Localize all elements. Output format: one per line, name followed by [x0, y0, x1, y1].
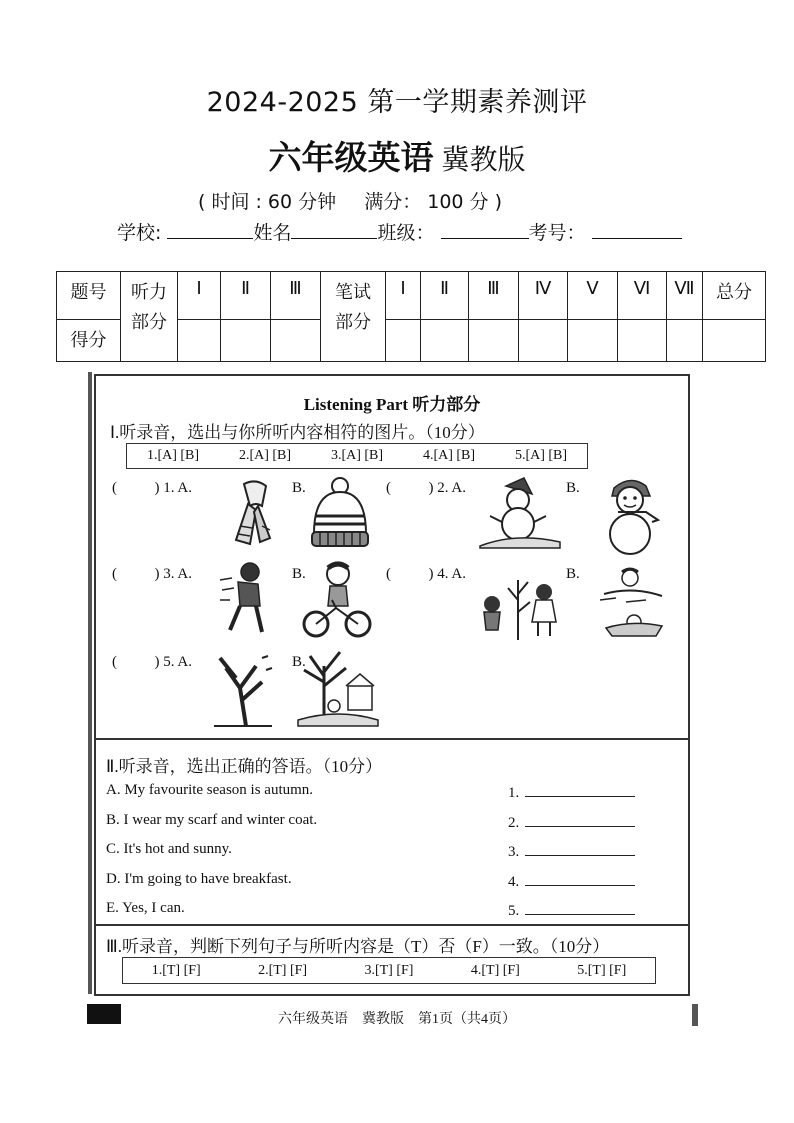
score-cell[interactable] — [703, 320, 766, 362]
snowman-melting-picture — [476, 476, 562, 552]
answer-blank[interactable] — [525, 900, 635, 915]
planting-tree-picture — [472, 560, 566, 644]
part-title: Listening Part 听力部分 — [303, 395, 481, 414]
tf-option[interactable]: 5.[T] [F] — [577, 962, 627, 978]
line-number: 1. — [508, 785, 520, 801]
listening-sheet — [94, 374, 690, 996]
question-number: 2. A. — [437, 480, 467, 496]
table-header-cell: Ⅵ — [618, 272, 667, 320]
winter-hat-picture — [306, 476, 374, 552]
option-b-label: B. — [292, 480, 306, 496]
answer-line-5[interactable] — [508, 900, 635, 920]
line-number: 2. — [508, 815, 520, 831]
answer-choice-c: C. It's hot and sunny. — [106, 841, 232, 857]
table-header-cell: I — [178, 272, 221, 320]
score-cell[interactable] — [667, 320, 703, 362]
answer-choice-a: A. My favourite season is autumn. — [106, 782, 314, 798]
answer-option[interactable]: 2.[A] [B] — [238, 448, 292, 463]
score-row-label: 得分 — [57, 320, 121, 362]
question-1 — [112, 480, 192, 497]
score-cell[interactable] — [271, 320, 321, 362]
name-field[interactable] — [291, 220, 377, 239]
question-number: 3. A. — [163, 566, 193, 582]
scarf-picture — [226, 476, 278, 548]
score-cell[interactable] — [421, 320, 469, 362]
class-field[interactable] — [441, 220, 529, 239]
question-3 — [112, 566, 192, 583]
answer-blank[interactable] — [525, 782, 635, 797]
time-info — [198, 187, 524, 214]
line-number: 4. — [508, 874, 520, 890]
answer-blank[interactable] — [525, 812, 635, 827]
section-3-title: Ⅲ.听录音，判断下列句子与所听内容是（T）否（F）一致。（10分） — [106, 937, 610, 956]
answer-option[interactable]: 3.[A] [B] — [330, 448, 384, 463]
table-header-cell: Ⅱ — [221, 272, 271, 320]
school-field[interactable] — [167, 220, 253, 239]
section-1-answer-box — [126, 443, 588, 469]
exam-subtitle — [0, 132, 794, 179]
snowman-picture — [596, 474, 666, 556]
answer-bracket[interactable]: ( ) — [386, 480, 434, 496]
tree-in-wind-picture — [206, 648, 278, 730]
table-header-cell — [121, 272, 178, 362]
scan-edge — [88, 372, 92, 994]
table-header-cell: Ⅲ — [469, 272, 519, 320]
table-header-cell — [321, 272, 386, 362]
full-score-label: 满分： 100 分 ) — [364, 191, 502, 213]
option-b-label: B. — [566, 566, 580, 582]
answer-option[interactable]: 4.[A] [B] — [422, 448, 476, 463]
erased-area — [614, 376, 688, 468]
question-2 — [386, 480, 466, 497]
listening-part-label: 听力部分 — [131, 282, 167, 333]
exam-no-field[interactable] — [592, 220, 682, 239]
answer-line-1[interactable] — [508, 782, 635, 802]
boy-on-bike-picture — [302, 560, 372, 642]
line-number: 5. — [508, 903, 520, 919]
answer-choice-d: D. I'm going to have breakfast. — [106, 871, 292, 887]
section-1-title: Ⅰ.听录音，选出与你所听内容相符的图片。（10分） — [110, 423, 485, 442]
question-number: 1. A. — [163, 480, 193, 496]
section-divider — [96, 738, 688, 740]
table-header-cell: I — [386, 272, 421, 320]
section-divider — [96, 924, 688, 926]
score-table — [56, 271, 766, 362]
name-label: 姓名 — [253, 222, 292, 244]
answer-option[interactable]: 1.[A] [B] — [146, 448, 200, 463]
time-label: ( 时间 : 60 分钟 — [198, 191, 337, 213]
question-5 — [112, 654, 192, 671]
score-cell[interactable] — [618, 320, 667, 362]
question-number: 4. A. — [437, 566, 467, 582]
section-3-answer-box — [122, 957, 656, 984]
class-label: 班级： — [377, 222, 435, 244]
tf-option[interactable]: 4.[T] [F] — [470, 962, 520, 978]
exam-title: 2024-2025 第一学期素养测评 — [206, 87, 588, 118]
answer-bracket[interactable]: ( ) — [112, 566, 160, 582]
answer-option[interactable]: 5.[A] [B] — [514, 448, 568, 463]
person-in-wind-picture — [218, 560, 272, 640]
answer-line-3[interactable] — [508, 841, 635, 861]
question-4 — [386, 566, 466, 583]
line-number: 3. — [508, 844, 520, 860]
option-b-label: B. — [292, 654, 306, 670]
scan-mark-right — [692, 1004, 698, 1026]
question-number: 5. A. — [163, 654, 193, 670]
score-cell[interactable] — [519, 320, 568, 362]
exam-no-label: 考号： — [528, 222, 586, 244]
score-cell[interactable] — [469, 320, 519, 362]
tf-option[interactable]: 1.[T] [F] — [151, 962, 201, 978]
answer-choice-e: E. Yes, I can. — [106, 900, 185, 916]
table-header-cell: V — [568, 272, 618, 320]
grade-subject: 六年级英语 — [268, 138, 434, 177]
tf-option[interactable]: 3.[T] [F] — [364, 962, 414, 978]
score-cell[interactable] — [386, 320, 421, 362]
answer-blank[interactable] — [525, 841, 635, 856]
answer-choice-b: B. I wear my scarf and winter coat. — [106, 812, 318, 828]
score-cell[interactable] — [568, 320, 618, 362]
table-header-cell: Ⅱ — [421, 272, 469, 320]
answer-blank[interactable] — [525, 871, 635, 886]
table-header-cell: 总分 — [703, 272, 766, 320]
school-label: 学校: — [117, 222, 162, 244]
answer-line-4[interactable] — [508, 871, 635, 891]
section-2-title: Ⅱ.听录音，选出正确的答语。（10分） — [106, 757, 383, 776]
option-b-label: B. — [566, 480, 580, 496]
answer-bracket[interactable]: ( ) — [112, 654, 160, 670]
tf-option[interactable]: 2.[T] [F] — [258, 962, 308, 978]
table-header-cell: Ⅲ — [271, 272, 321, 320]
answer-bracket[interactable]: ( ) — [112, 480, 160, 496]
edition-label: 冀教版 — [441, 143, 526, 176]
answer-bracket[interactable]: ( ) — [386, 566, 434, 582]
student-info-line — [117, 218, 682, 245]
table-header-cell: Ⅶ — [667, 272, 703, 320]
table-header-cell: 题号 — [57, 272, 121, 320]
score-cell[interactable] — [178, 320, 221, 362]
children-swimming-picture — [596, 564, 668, 646]
winter-house-picture — [294, 646, 380, 730]
option-b-label: B. — [292, 566, 306, 582]
written-part-label: 笔试部分 — [335, 282, 371, 333]
answer-line-2[interactable] — [508, 812, 635, 832]
page-footer: 六年级英语 冀教版 第1页（共4页） — [278, 1012, 516, 1027]
table-header-cell: Ⅳ — [519, 272, 568, 320]
score-cell[interactable] — [221, 320, 271, 362]
